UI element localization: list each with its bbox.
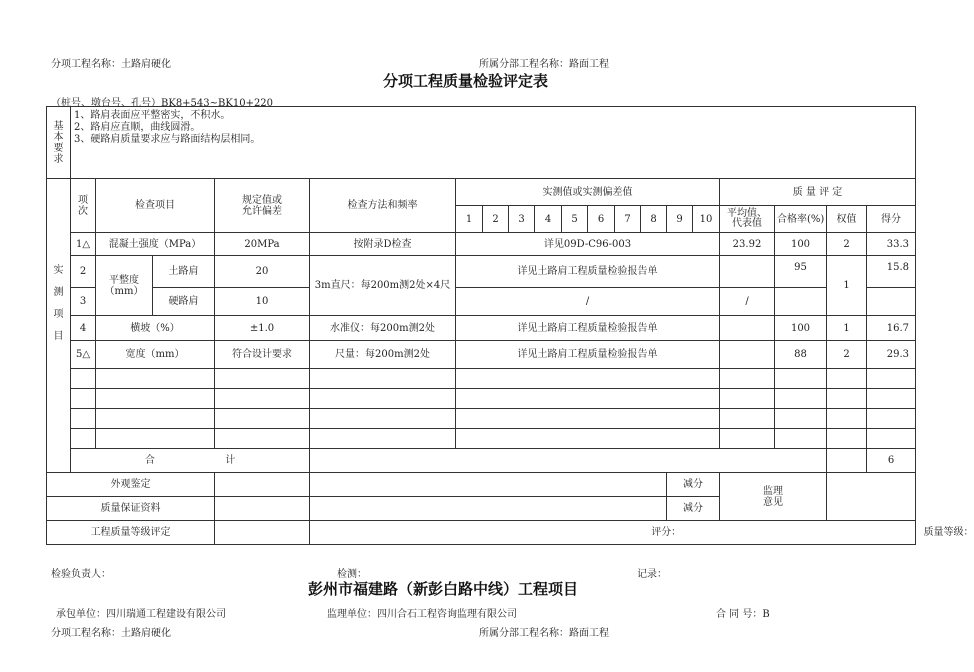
quality-evaluation-table xyxy=(46,106,974,545)
supervision-label: 监理 意见 xyxy=(720,473,827,521)
basic-requirements-text xyxy=(71,107,916,179)
row-pass: 100 xyxy=(775,316,827,341)
row-spec: 符合设计要求 xyxy=(215,341,310,369)
total-label xyxy=(71,449,310,473)
column-header-method: 检查方法和频率 xyxy=(310,179,456,233)
side-label-char: 测 xyxy=(53,286,64,298)
basic-requirement-line: 2、路肩应直顺，曲线圆滑。 xyxy=(74,122,201,133)
row-measured: 详见土路肩工程质量检验报告单 xyxy=(456,256,720,288)
measure-num: 9 xyxy=(667,206,693,233)
empty-row xyxy=(47,429,916,449)
total-weight: 6 xyxy=(867,449,916,473)
row-spec: 20MPa xyxy=(215,233,310,256)
row-spec: 20 xyxy=(215,256,310,288)
row-weight: 2 xyxy=(827,341,867,369)
table-row xyxy=(47,288,916,316)
side-label-char: 实 xyxy=(53,264,64,276)
row-score: 16.7 xyxy=(867,316,916,341)
project-name: 彭州市福建路（新彭白路中线）工程项目 xyxy=(308,580,579,598)
row-avg: 23.92 xyxy=(720,233,775,256)
measure-num: 6 xyxy=(588,206,615,233)
empty-row xyxy=(47,409,916,429)
qa-docs-label: 质量保证资料 xyxy=(47,497,215,521)
empty-row xyxy=(47,389,916,409)
row-score: 15.8 xyxy=(867,256,916,288)
row-seq: 1△ xyxy=(71,233,96,256)
deduct-label: 减分 xyxy=(667,497,720,521)
table-row xyxy=(47,341,916,369)
contractor-label: 承包单位：四川瑞通工程建设有限公司 xyxy=(56,609,226,620)
row-method: 水准仪：每200m测2处 xyxy=(310,316,456,341)
grade-row xyxy=(47,521,916,545)
appearance-row xyxy=(47,473,916,497)
page-title: 分项工程质量检验评定表 xyxy=(383,72,549,90)
table-row xyxy=(47,256,916,288)
tester-label: 检测： xyxy=(337,569,367,580)
row-seq: 3 xyxy=(71,288,96,316)
supervisor-label: 监理单位：四川合石工程咨询监理有限公司 xyxy=(327,609,517,620)
row-measured: 详见土路肩工程质量检验报告单 xyxy=(456,341,720,369)
recorder-label: 记录： xyxy=(637,569,667,580)
measure-num: 8 xyxy=(641,206,667,233)
parent-project-name: 所属分部工程名称：路面工程 xyxy=(479,59,609,70)
score-label: 评分： xyxy=(651,527,682,538)
column-header-score: 得分 xyxy=(867,206,916,233)
row-avg: / xyxy=(720,288,775,316)
column-header-measured: 实测值或实测偏差值 xyxy=(456,179,720,206)
column-header-pass-rate: 合格率(%) xyxy=(775,206,827,233)
measure-num: 2 xyxy=(483,206,509,233)
deduct-label: 减分 xyxy=(667,473,720,497)
measure-num: 7 xyxy=(615,206,641,233)
appearance-label: 外观鉴定 xyxy=(47,473,215,497)
measure-num: 1 xyxy=(456,206,483,233)
row-item: 混凝土强度（MPa） xyxy=(96,233,215,256)
row-score: 33.3 xyxy=(867,233,916,256)
row-score: 29.3 xyxy=(867,341,916,369)
column-header-avg: 平均值、 代表值 xyxy=(720,206,775,233)
row-item-group: 平整度 （mm） xyxy=(96,256,153,316)
row-seq: 4 xyxy=(71,316,96,341)
grade-eval-content xyxy=(310,521,974,545)
row-spec: 10 xyxy=(215,288,310,316)
row-method: 尺量：每200m测2处 xyxy=(310,341,456,369)
measured-items-side-label xyxy=(47,179,71,473)
measure-num: 5 xyxy=(562,206,588,233)
footer-parent-project-name: 所属分部工程名称：路面工程 xyxy=(479,628,609,639)
basic-requirement-line: 1、路肩表面应平整密实，不积水。 xyxy=(74,110,231,121)
measure-num: 4 xyxy=(535,206,562,233)
row-method: 按附录D检查 xyxy=(310,233,456,256)
inspector-label: 检验负责人： xyxy=(51,569,111,580)
row-measured: 详见土路肩工程质量检验报告单 xyxy=(456,316,720,341)
contract-number: 合 同 号：B xyxy=(716,609,770,620)
column-header-seq: 项 次 xyxy=(71,179,96,233)
footer-sub-project-name: 分项工程名称：土路肩硬化 xyxy=(51,628,171,639)
row-measured: / xyxy=(456,288,720,316)
side-label-char: 项 xyxy=(53,308,64,320)
row-item: 土路肩 xyxy=(153,256,215,288)
table-row xyxy=(47,233,916,256)
column-header-item: 检查项目 xyxy=(96,179,215,233)
row-avg xyxy=(720,256,775,288)
table-row xyxy=(47,316,916,341)
column-header-quality: 质 量 评 定 xyxy=(720,179,916,206)
row-item: 宽度（mm） xyxy=(96,341,215,369)
row-seq: 5△ xyxy=(71,341,96,369)
row-pass: 88 xyxy=(775,341,827,369)
row-avg xyxy=(720,341,775,369)
row-measured: 详见09D-C96-003 xyxy=(456,233,720,256)
grade-eval-label: 工程质量等级评定 xyxy=(47,521,215,545)
basic-requirement-line: 3、硬路肩质量要求应与路面结构层相同。 xyxy=(74,134,261,145)
row-pass xyxy=(775,288,827,316)
total-label-a: 合 xyxy=(144,455,155,466)
sub-project-name: 分项工程名称：土路肩硬化 xyxy=(51,59,171,70)
row-weight: 1 xyxy=(827,316,867,341)
empty-row xyxy=(47,369,916,389)
row-method: 3m直尺：每200m测2处×4尺 xyxy=(310,256,456,316)
measure-num: 3 xyxy=(509,206,535,233)
row-spec: ±1.0 xyxy=(215,316,310,341)
measure-num: 10 xyxy=(693,206,720,233)
grade-label: 质量等级： xyxy=(923,527,974,538)
basic-requirements-label: 基本 要求 xyxy=(47,107,71,179)
row-score xyxy=(867,288,916,316)
row-weight: 2 xyxy=(827,233,867,256)
column-header-weight: 权值 xyxy=(827,206,867,233)
side-label-char: 目 xyxy=(53,330,64,342)
total-label-b: 计 xyxy=(225,455,236,466)
row-item: 硬路肩 xyxy=(153,288,215,316)
row-weight: 1 xyxy=(827,256,867,316)
row-pass: 100 xyxy=(775,233,827,256)
row-item: 横坡（%） xyxy=(96,316,215,341)
station-range: （桩号、墩台号、孔号）BK8+543~BK10+220 xyxy=(51,98,274,109)
total-row xyxy=(47,449,916,473)
row-seq: 2 xyxy=(71,256,96,288)
row-pass: 95 xyxy=(775,256,827,288)
column-header-spec: 规定值或 允许偏差 xyxy=(215,179,310,233)
row-avg xyxy=(720,316,775,341)
